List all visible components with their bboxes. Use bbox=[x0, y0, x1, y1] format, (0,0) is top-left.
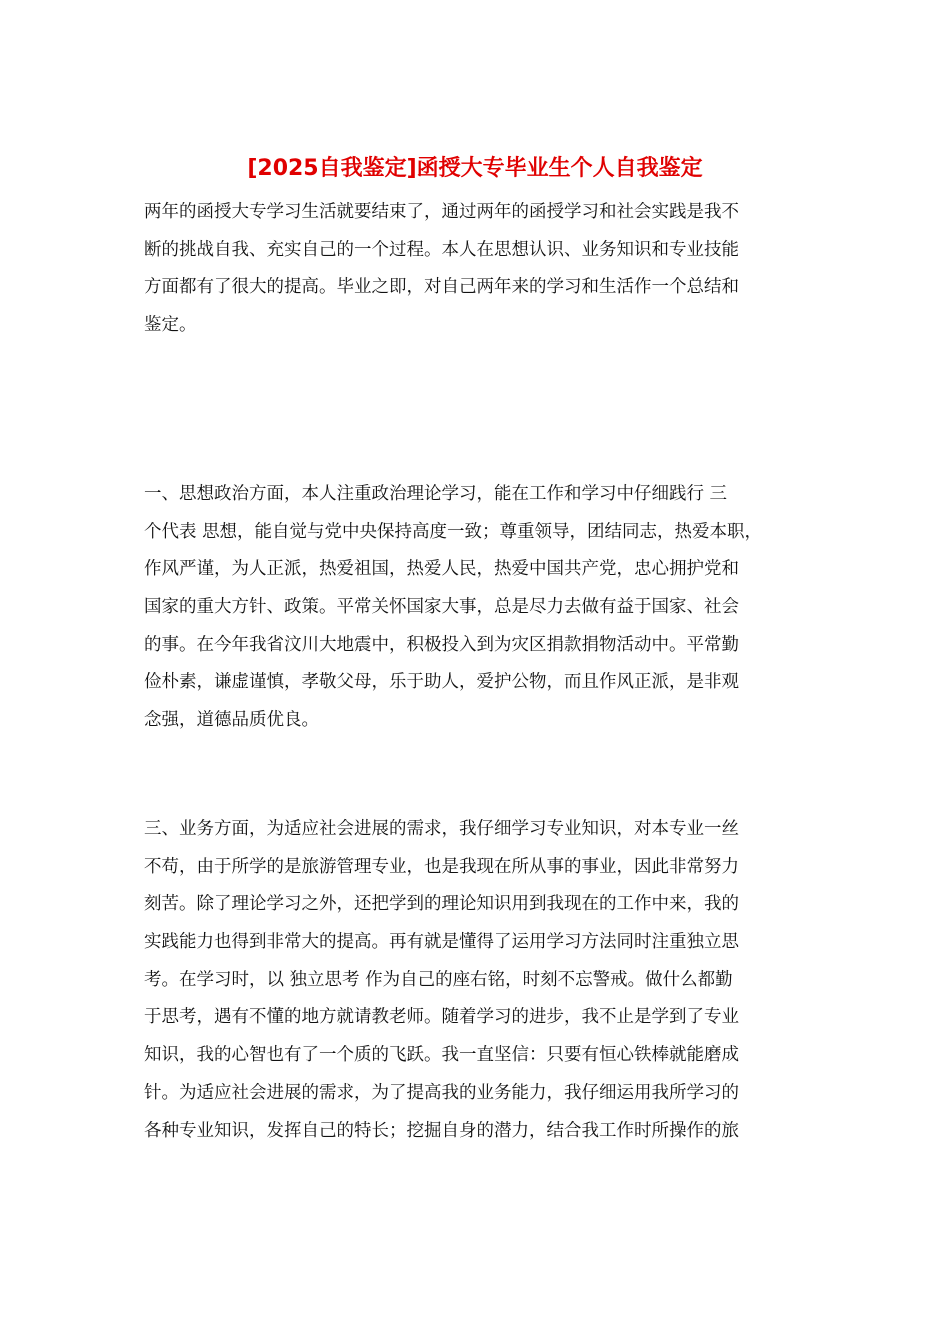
text-line: 知识，我的心智也有了一个质的飞跃。我一直坚信：只要有恒心铁棒就能磨成 bbox=[144, 1045, 739, 1066]
text-line: 俭朴素，谦虚谨慎，孝敬父母，乐于助人，爱护公物，而且作风正派，是非观 bbox=[144, 672, 739, 693]
document-title: [2025自我鉴定]函授大专毕业生个人自我鉴定 bbox=[247, 156, 703, 181]
text-line: 实践能力也得到非常大的提高。再有就是懂得了运用学习方法同时注重独立思 bbox=[144, 932, 739, 953]
text-line: 国家的重大方针、政策。平常关怀国家大事，总是尽力去做有益于国家、社会 bbox=[144, 597, 739, 618]
text-line: 刻苦。除了理论学习之外，还把学到的理论知识用到我现在的工作中来，我的 bbox=[144, 894, 739, 915]
text-line: 三、业务方面，为适应社会进展的需求，我仔细学习专业知识，对本专业一丝 bbox=[144, 819, 739, 839]
text-line: 作风严谨，为人正派，热爱祖国，热爱人民，热爱中国共产党，忠心拥护党和 bbox=[144, 559, 739, 580]
text-line: 断的挑战自我、充实自己的一个过程。本人在思想认识、业务知识和专业技能 bbox=[144, 239, 739, 260]
text-line: 于思考，遇有不懂的地方就请教老师。随着学习的进步，我不止是学到了专业 bbox=[144, 1007, 739, 1028]
text-line: 鉴定。 bbox=[144, 315, 197, 336]
text-line: 一、思想政治方面，本人注重政治理论学习，能在工作和学习中仔细践行 三 bbox=[144, 484, 728, 504]
text-line: 念强，道德品质优良。 bbox=[144, 710, 319, 731]
paragraph-political bbox=[144, 476, 824, 740]
text-line: 的事。在今年我省汶川大地震中，积极投入到为灾区捐款捐物活动中。平常勤 bbox=[144, 634, 739, 655]
text-line: 各种专业知识，发挥自己的特长；挖掘自身的潜力，结合我工作时所操作的旅 bbox=[144, 1120, 739, 1141]
text-line: 方面都有了很大的提高。毕业之即，对自己两年来的学习和生活作一个总结和 bbox=[144, 277, 739, 298]
paragraph-intro bbox=[144, 194, 824, 345]
text-line: 考。在学习时，以 独立思考 作为自己的座右铭，时刻不忘警戒。做什么都勤 bbox=[144, 969, 733, 990]
text-line: 个代表 思想，能自觉与党中央保持高度一致；尊重领导，团结同志，热爱本职， bbox=[144, 521, 763, 542]
paragraph-professional bbox=[144, 811, 824, 1150]
text-line: 不苟，由于所学的是旅游管理专业，也是我现在所从事的事业，因此非常努力 bbox=[144, 856, 739, 877]
text-line: 针。为适应社会进展的需求，为了提高我的业务能力，我仔细运用我所学习的 bbox=[144, 1082, 739, 1103]
text-line: 两年的函授大专学习生活就要结束了，通过两年的函授学习和社会实践是我不 bbox=[144, 202, 739, 222]
